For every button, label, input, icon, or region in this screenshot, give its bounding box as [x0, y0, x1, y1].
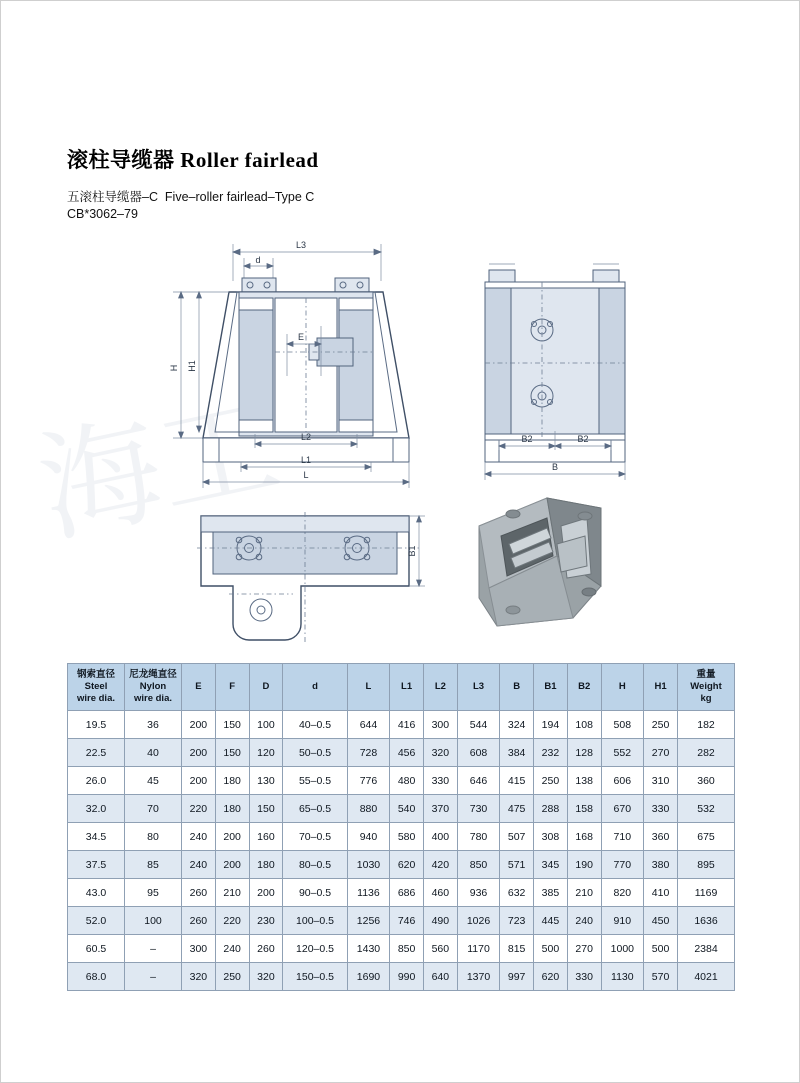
table-cell: 415: [500, 767, 534, 795]
table-cell: 380: [644, 851, 678, 879]
table-cell: 1430: [347, 935, 390, 963]
table-cell: 644: [347, 711, 390, 739]
table-cell: 370: [423, 795, 457, 823]
table-row: [68, 739, 735, 767]
table-cell: 240: [182, 823, 216, 851]
table-cell: 936: [457, 879, 500, 907]
table-cell: 670: [601, 795, 644, 823]
svg-text:d: d: [255, 255, 261, 265]
table-cell: 36: [125, 711, 182, 739]
table-cell: 240: [182, 851, 216, 879]
svg-text:L2: L2: [300, 432, 312, 442]
th-nylon-wire-dia: 尼龙绳直径 Nylon wire dia.: [125, 664, 182, 711]
table-cell: 780: [457, 823, 500, 851]
table-cell: 108: [567, 711, 601, 739]
top-view: [197, 512, 425, 644]
table-cell: 230: [249, 907, 283, 935]
table-cell: 710: [601, 823, 644, 851]
table-row: [68, 823, 735, 851]
table-cell: 416: [390, 711, 424, 739]
table-header-row: [68, 664, 735, 711]
subtitle-line-2: CB*3062–79: [67, 207, 138, 221]
svg-text:L1: L1: [300, 455, 312, 465]
table-cell: 194: [534, 711, 568, 739]
table-cell: 80–0.5: [283, 851, 347, 879]
table-cell: 250: [215, 963, 249, 991]
table-cell: 1170: [457, 935, 500, 963]
table-cell: 460: [423, 879, 457, 907]
table-cell: 320: [423, 739, 457, 767]
table-cell: 37.5: [68, 851, 125, 879]
technical-drawings: [1, 226, 800, 651]
table-cell: 70–0.5: [283, 823, 347, 851]
table-cell: 385: [534, 879, 568, 907]
table-cell: 646: [457, 767, 500, 795]
table-cell: 420: [423, 851, 457, 879]
specification-table: [67, 663, 735, 991]
table-cell: 150: [215, 711, 249, 739]
table-cell: 150: [215, 739, 249, 767]
table-cell: 1136: [347, 879, 390, 907]
table-cell: 480: [390, 767, 424, 795]
table-row: [68, 851, 735, 879]
table-cell: 50–0.5: [283, 739, 347, 767]
table-cell: 100: [249, 711, 283, 739]
th-b2: B2: [567, 664, 601, 711]
table-cell: 100: [125, 907, 182, 935]
side-view: [485, 264, 625, 480]
table-cell: 240: [567, 907, 601, 935]
table-cell: 160: [249, 823, 283, 851]
table-cell: 138: [567, 767, 601, 795]
table-cell: 300: [423, 711, 457, 739]
table-cell: 508: [601, 711, 644, 739]
table-cell: 850: [457, 851, 500, 879]
table-cell: 330: [567, 963, 601, 991]
table-cell: 571: [500, 851, 534, 879]
table-row: [68, 907, 735, 935]
table-cell: 675: [678, 823, 735, 851]
table-cell: 270: [644, 739, 678, 767]
th-h: H: [601, 664, 644, 711]
table-cell: 990: [390, 963, 424, 991]
table-cell: 895: [678, 851, 735, 879]
table-cell: 1000: [601, 935, 644, 963]
table-cell: 150: [249, 795, 283, 823]
product-photo: [479, 498, 601, 626]
svg-text:B1: B1: [407, 545, 417, 557]
table-cell: 250: [644, 711, 678, 739]
table-cell: 260: [182, 907, 216, 935]
table-cell: 240: [215, 935, 249, 963]
table-cell: 45: [125, 767, 182, 795]
th-b: B: [500, 664, 534, 711]
table-cell: 324: [500, 711, 534, 739]
table-cell: 32.0: [68, 795, 125, 823]
th-weight: 重量 Weight kg: [678, 664, 735, 711]
table-cell: 776: [347, 767, 390, 795]
table-cell: 120–0.5: [283, 935, 347, 963]
table-cell: 746: [390, 907, 424, 935]
table-cell: –: [125, 963, 182, 991]
table-cell: 182: [678, 711, 735, 739]
table-cell: 940: [347, 823, 390, 851]
table-cell: 880: [347, 795, 390, 823]
table-cell: 1026: [457, 907, 500, 935]
table-cell: 282: [678, 739, 735, 767]
table-cell: 320: [249, 963, 283, 991]
th-b1: B1: [534, 664, 568, 711]
table-cell: 1370: [457, 963, 500, 991]
svg-text:B2: B2: [521, 434, 533, 444]
table-cell: 128: [567, 739, 601, 767]
table-cell: 320: [182, 963, 216, 991]
table-cell: 450: [644, 907, 678, 935]
table-cell: 43.0: [68, 879, 125, 907]
table-cell: 300: [182, 935, 216, 963]
table-cell: –: [125, 935, 182, 963]
table-cell: 360: [678, 767, 735, 795]
table-cell: 70: [125, 795, 182, 823]
svg-text:B: B: [551, 462, 559, 472]
table-cell: 445: [534, 907, 568, 935]
table-cell: 723: [500, 907, 534, 935]
table-cell: 158: [567, 795, 601, 823]
table-cell: 200: [215, 823, 249, 851]
table-cell: 168: [567, 823, 601, 851]
table-cell: 360: [644, 823, 678, 851]
table-cell: 1130: [601, 963, 644, 991]
table-cell: 1169: [678, 879, 735, 907]
table-cell: 250: [534, 767, 568, 795]
table-cell: 210: [215, 879, 249, 907]
table-cell: 1636: [678, 907, 735, 935]
table-row: [68, 963, 735, 991]
table-cell: 608: [457, 739, 500, 767]
table-cell: 815: [500, 935, 534, 963]
table-cell: 200: [182, 767, 216, 795]
table-cell: 200: [182, 739, 216, 767]
table-cell: 220: [215, 907, 249, 935]
table-cell: 130: [249, 767, 283, 795]
th-e: E: [182, 664, 216, 711]
table-cell: 544: [457, 711, 500, 739]
table-cell: 90–0.5: [283, 879, 347, 907]
table-cell: 580: [390, 823, 424, 851]
table-cell: 632: [500, 879, 534, 907]
th-d-lower: d: [283, 664, 347, 711]
table-cell: 60.5: [68, 935, 125, 963]
table-cell: 730: [457, 795, 500, 823]
table-cell: 200: [249, 879, 283, 907]
table-cell: 475: [500, 795, 534, 823]
table-body: [68, 711, 735, 991]
table-cell: 570: [644, 963, 678, 991]
svg-text:L3: L3: [295, 240, 307, 250]
page-subtitle: [67, 189, 314, 223]
table-cell: 552: [601, 739, 644, 767]
table-cell: 100–0.5: [283, 907, 347, 935]
table-cell: 19.5: [68, 711, 125, 739]
table-cell: 232: [534, 739, 568, 767]
table-cell: 910: [601, 907, 644, 935]
front-view: [169, 240, 409, 488]
table-cell: 95: [125, 879, 182, 907]
table-cell: 686: [390, 879, 424, 907]
table-cell: 820: [601, 879, 644, 907]
table-cell: 120: [249, 739, 283, 767]
table-cell: 507: [500, 823, 534, 851]
table-cell: 85: [125, 851, 182, 879]
table-cell: 260: [182, 879, 216, 907]
table-cell: 80: [125, 823, 182, 851]
table-cell: 180: [249, 851, 283, 879]
table-cell: 330: [423, 767, 457, 795]
table-row: [68, 767, 735, 795]
table-cell: 560: [423, 935, 457, 963]
table-cell: 200: [215, 851, 249, 879]
table-cell: 490: [423, 907, 457, 935]
table-cell: 65–0.5: [283, 795, 347, 823]
table-cell: 52.0: [68, 907, 125, 935]
th-l: L: [347, 664, 390, 711]
table-cell: 4021: [678, 963, 735, 991]
table-cell: 500: [534, 935, 568, 963]
th-f: F: [215, 664, 249, 711]
svg-text:E: E: [297, 332, 305, 342]
table-cell: 150–0.5: [283, 963, 347, 991]
table-row: [68, 711, 735, 739]
table-cell: 260: [249, 935, 283, 963]
table-row: [68, 879, 735, 907]
table-cell: 310: [644, 767, 678, 795]
table-cell: 220: [182, 795, 216, 823]
table-cell: 180: [215, 767, 249, 795]
table-cell: 180: [215, 795, 249, 823]
table-cell: 620: [534, 963, 568, 991]
table-cell: 22.5: [68, 739, 125, 767]
svg-text:H: H: [169, 364, 179, 372]
svg-text:B2: B2: [577, 434, 589, 444]
table-cell: 532: [678, 795, 735, 823]
table-cell: 210: [567, 879, 601, 907]
table-cell: 728: [347, 739, 390, 767]
table-cell: 190: [567, 851, 601, 879]
table-cell: 55–0.5: [283, 767, 347, 795]
table-cell: 288: [534, 795, 568, 823]
table-cell: 1030: [347, 851, 390, 879]
table-cell: 200: [182, 711, 216, 739]
svg-text:L: L: [303, 470, 309, 480]
table-cell: 2384: [678, 935, 735, 963]
page-title: 滚柱导缆器 Roller fairlead: [67, 148, 319, 172]
table-cell: 384: [500, 739, 534, 767]
table-cell: 330: [644, 795, 678, 823]
table-cell: 345: [534, 851, 568, 879]
table-cell: 410: [644, 879, 678, 907]
table-cell: 400: [423, 823, 457, 851]
th-d-upper: D: [249, 664, 283, 711]
table-cell: 850: [390, 935, 424, 963]
table-cell: 770: [601, 851, 644, 879]
table-cell: 270: [567, 935, 601, 963]
table-cell: 26.0: [68, 767, 125, 795]
table-cell: 40–0.5: [283, 711, 347, 739]
table-cell: 1690: [347, 963, 390, 991]
table-cell: 34.5: [68, 823, 125, 851]
table-cell: 500: [644, 935, 678, 963]
table-cell: 40: [125, 739, 182, 767]
table-cell: 308: [534, 823, 568, 851]
table-cell: 997: [500, 963, 534, 991]
table-cell: 540: [390, 795, 424, 823]
table-row: [68, 935, 735, 963]
table-cell: 606: [601, 767, 644, 795]
table-cell: 68.0: [68, 963, 125, 991]
th-steel-wire-dia: 钢索直径 Steel wire dia.: [68, 664, 125, 711]
svg-text:H1: H1: [187, 360, 197, 372]
subtitle-line-1: 五滚柱导缆器–C Five–roller fairlead–Type C: [67, 190, 315, 204]
table-cell: 456: [390, 739, 424, 767]
table-row: [68, 795, 735, 823]
th-l1: L1: [390, 664, 424, 711]
watermark-text: 海工: [28, 378, 291, 559]
th-l2: L2: [423, 664, 457, 711]
table-cell: 640: [423, 963, 457, 991]
table-cell: 620: [390, 851, 424, 879]
th-l3: L3: [457, 664, 500, 711]
th-h1: H1: [644, 664, 678, 711]
table-cell: 1256: [347, 907, 390, 935]
